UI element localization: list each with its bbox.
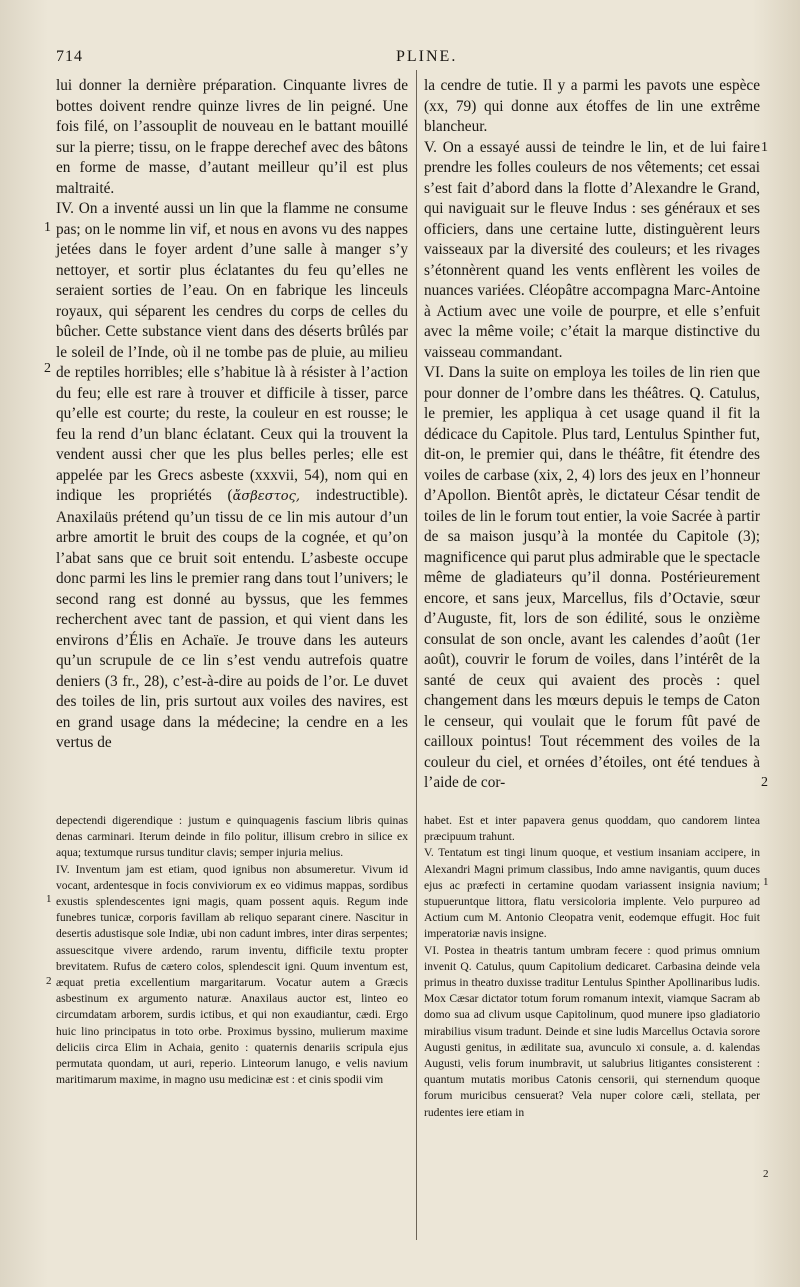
paragraph-text: VI. Dans la suite on employa les toiles de lin rien que pour donner de l’ombre dans les théâtres. Q. Catulus, le premier, les appliqua à cet usage quand il fit la dédicace du Capitole. Plus tard, Lentulus Spinther fut, dit-on, le premier qui, dans le théâtre, fit étendre des voiles de carbase (xix, 2, 4) lors des jeux en l’honneur d’Apollon. Bientôt après, le dictateur César tendit de toiles de lin le forum tout entier, la voie Sacrée à partir de sa maison jusqu’à la montée du Capitole (3); magnificence qui parut plus admirable que le spectacle même de gladiateurs qu’il donna. Postérieurement encore, et sans jeux, Marcellus, fils d’Octavie, sœur d’Auguste, fit, lors de son édilité, sous le onzième consulat de son oncle, avant les calendes d’août (1er août), couvrir le forum de voiles, dans l’intérêt de la santé de ceux qui avaient des procès : quel changement dans les mœurs depuis le temps de Caton le censeur, qui voulait que le forum fût pavé de cailloux pointus! Tout récemment des voiles de la couleur du ciel, et ornées d’étoiles, ont été tendues à l’aide de cor- — [424, 364, 760, 791]
paragraph-text: la cendre de tutie. Il y a parmi les pavots une espèce (xx, 79) qui donne aux étoffes de lin une extrême blancheur. — [424, 77, 760, 135]
margin-number: 1 — [44, 220, 51, 235]
latin-paragraph — [56, 862, 408, 1089]
running-title: PLINE. — [396, 48, 458, 65]
french-text-right-column — [424, 76, 760, 794]
margin-number: 1 — [763, 876, 769, 888]
latin-paragraph — [424, 813, 760, 845]
paragraph-text: IV. Inventum jam est etiam, quod ignibus non absumeretur. Vivum id vocant, ardentesque in focis conviviorum ex eo vidimus mappas, sordibus exustis splendescentes igni magis, quam possent aquis. Regum inde funebres tunicæ, corporis favillam ab reliquo separant cinere. Nascitur in desertis adustisque sole Indiæ, ubi non cadunt imbres, inter diras serpentes; assuescitque vivere ardendo, rarum inventu, difficile textu propter brevitatem. Rufus de cætero colos, splendescit igni. Quum inventum est, æquat pretia excellentium margaritarum. Vocatur autem a Græcis asbestinum ex argumento naturæ. Anaxilaus auctor est, linteo eo circumdatam arborem, surdis ictibus, et qui non exaudiantur, cædi. Ergo huic lino principatus in toto orbe. Proximus byssino, mulierum maxime deliciis circa Elim in Achaia, genito : quaternis denariis scripula ejus permutata quondam, ut auri, reperio. Linteorum lanugo, e velis navium maritimarum maxime, in magno usu medicinæ est : et cinis spodii vim — [56, 862, 408, 1087]
margin-number: 2 — [46, 975, 52, 987]
french-text-left-column — [56, 76, 408, 754]
paragraph-text: V. On a essayé aussi de teindre le lin, et de lui faire prendre les folles couleurs de nos vêtements; cet essai s’est fait d’abord dans la flotte d’Alexandre le Grand, qui naviguait sur le fleuve Indus : ses généraux et ses officiers, dans une certaine lutte, distinguèrent leurs vaisseaux par la diversité des couleurs; et les rivages s’étonnèrent quand les vents enflèrent les voiles de nuances variées. Cléopâtre accompagna Marc-Antoine à Actium avec une voile de pourpre, et elle s’enfuit avec la même voile; c’était la marque distinctive du vaisseau commandant. — [424, 138, 760, 361]
paragraph-text: IV. On a inventé aussi un lin que la flamme ne consume pas; on le nomme lin vif, et nous en avons vu des nappes jetées dans le foyer ardent d’une salle à manger s’y nettoyer, et sortir plus éclatantes du feu qu’elles ne seraient sorties de l’eau. On en fabrique les linceuls royaux, qui séparent les cendres du corps de celles du bûcher. Cette substance vient dans des déserts brûlés par le soleil de l’Inde, où il ne tombe pas de pluie, au milieu de reptiles horribles; elle s’habitue là à résister à l’action du feu; elle est rare à trouver et difficile à tisser, parce qu’elle est courte; du reste, la couleur en est rousse; le feu la rend d’un blanc éclatant. Ceux qui la trouvent la vendent aussi cher que les plus belles perles; elle est appelée par les Grecs asbeste (xxxvii, 54), nom qui en indique les propriétés ( — [56, 200, 408, 504]
latin-paragraph — [424, 845, 760, 942]
latin-paragraph — [56, 813, 408, 862]
column-divider — [416, 70, 417, 1240]
page-number: 714 — [56, 48, 83, 65]
latin-text-left-column — [56, 813, 408, 1088]
margin-number: 2 — [44, 361, 51, 376]
french-paragraph — [424, 363, 760, 794]
margin-number: 2 — [761, 775, 768, 790]
margin-number: 2 — [763, 1168, 769, 1180]
french-paragraph — [56, 76, 408, 199]
french-paragraph — [56, 199, 408, 754]
paragraph-text: VI. Postea in theatris tantum umbram fecere : quod primus omnium invenit Q. Catulus, quum Capitolium dedicaret. Carbasina deinde vela primus in theatro duxisse traditur Lentulus Spinther Apollinaribus ludis. Mox Cæsar dictator totum forum romanum intexit, viamque Sacram ab domo sua ad clivum usque Capitolinum, quod munere ipso gladiatorio mirabilius visum tradunt. Deinde et sine ludis Marcellus Octavia sorore Augusti genitus, in ædilitate sua, avunculo xi consule, a. d. kalendas Augusti, velis forum inumbravit, ut salubrius litigantes consisterent : quantum mutatis moribus Catonis censorii, qui sternendum quoque forum muricibus censuerat? Vela nuper colore cæli, stellata, per rudentes iere etiam in — [424, 943, 760, 1119]
french-paragraph — [424, 138, 760, 364]
paragraph-text: V. Tentatum est tingi linum quoque, et vestium insaniam accipere, in Alexandri Magni primum classibus, Indo amne navigantis, quum duces ejus ac præfecti in certamine quodam variassent insignia navium; stupueruntque littora, flatu versicoloria implente. Velo purpureo ad Actium cum M. Antonio Cleopatra venit, eodemque effugit. Hoc fuit imperatoriæ navis insigne. — [424, 846, 760, 941]
greek-word: ἄσβεστος, — [232, 489, 301, 504]
latin-paragraph — [424, 943, 760, 1121]
paragraph-text: indestructible). Anaxilaüs prétend qu’un tissu de ce lin mis autour d’un arbre amortit le bruit des coups de la cognée, et qu’on l’abat sans que ce bruit soit entendu. L’asbeste occupe donc parmi les lins le premier rang dans tout l’univers; le second rang est donné au byssus, que les femmes recherchent avec tant de passion, et qui vient dans les environs d’Élis en Achaïe. Je trouve dans les auteurs qu’un scrupule de ce lin s’est vendu autrefois quatre deniers (3 fr., 28), c’est-à-dire au poids de l’or. Le duvet des toiles de lin, pris surtout aux voiles des navires, est en grand usage dans la médecine; la cendre en a les vertus de — [56, 487, 408, 751]
latin-text-right-column — [424, 813, 760, 1121]
french-paragraph — [424, 76, 760, 138]
margin-number: 1 — [761, 140, 768, 155]
paragraph-text: habet. Est et inter papavera genus quoddam, quo candorem lintea præcipuum trahunt. — [424, 814, 760, 844]
paragraph-text: lui donner la dernière préparation. Cinquante livres de bottes doivent rendre quinze livres de lin peigné. Une fois filé, on l’assouplit de nouveau en le battant mouillé sur la pierre; tissu, on le frappe derechef avec des bâtons en forme de masse, d’autant meilleur qu’il est plus maltraité. — [56, 77, 408, 197]
page-header — [48, 48, 780, 72]
paragraph-text: depectendi digerendique : justum e quinquagenis fascium libris quinas denas carminari. Iterum deinde in filo politur, illisum crebro in silice ex aqua; textumque rursus tunditur clavis; semper injuria melius. — [56, 814, 408, 860]
margin-number: 1 — [46, 893, 52, 905]
